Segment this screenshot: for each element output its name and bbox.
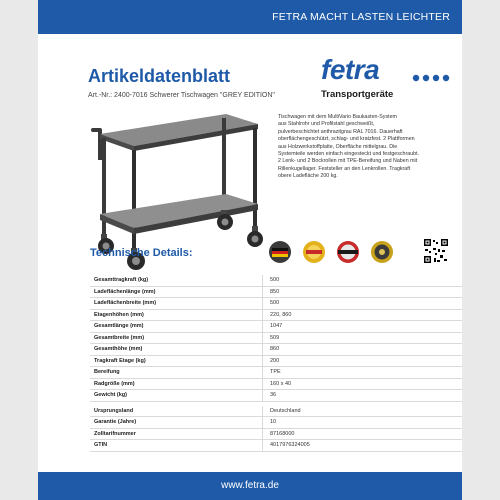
- description-line: obere Ladefläche 200 kg.: [278, 173, 338, 180]
- spec-row: [90, 417, 462, 429]
- spec-label: Tragkraft Etage (kg): [94, 357, 146, 364]
- spec-label: Radgröße (mm): [94, 380, 135, 387]
- spec-value: 200: [270, 357, 280, 364]
- header-slogan: FETRA MACHT LASTEN LEICHTER: [272, 11, 450, 23]
- spec-value: 860: [270, 346, 280, 352]
- spec-value: 36: [270, 392, 277, 398]
- spec-row: [90, 356, 462, 368]
- spec-label: Bereifung: [94, 369, 120, 375]
- spec-row: [90, 298, 462, 310]
- description-line: Rillenkugellager. Feststeller an den Lenkrollen. Tragkraft: [278, 165, 411, 172]
- spec-value: 850: [270, 288, 280, 295]
- spec-row: [90, 367, 462, 379]
- spec-label: Gesamtbreite (mm): [94, 334, 145, 341]
- logo-dots-icon: [412, 74, 452, 82]
- spec-row: [90, 287, 462, 299]
- header-bar: [38, 0, 462, 34]
- spec-value: 500: [270, 300, 280, 306]
- totalstop-badge: [337, 241, 359, 263]
- spec-value: 500: [270, 277, 280, 283]
- spec-label: Garantie (Jahre): [94, 419, 137, 425]
- spec-value: 160 x 40: [270, 380, 292, 387]
- description-line: Systemteile werden einfach eingesteckt und festgeschraubt.: [278, 151, 420, 158]
- datasheet-page: [38, 0, 462, 500]
- spec-value: Deutschland: [270, 407, 301, 414]
- article-number: Art.-Nr.: 2400-7016 Schwerer Tischwagen "GREY EDITION": [88, 92, 275, 99]
- spec-value: 220, 860: [270, 311, 292, 318]
- fetra-logo: fetra: [321, 54, 380, 85]
- description-line: aus Stahlrohr und Profilstahl geschweißt,: [278, 121, 375, 128]
- spec-label: Ursprungsland: [94, 407, 134, 414]
- spec-value: 1047: [270, 323, 283, 329]
- description-line: oberflächengeschützt, schlag- und kratzfest. 2 Plattformen: [278, 136, 415, 143]
- made-in-germany-badge: [269, 241, 291, 263]
- spec-label: Ladeflächenlänge (mm): [94, 288, 156, 295]
- spec-label: Gesamthöhe (mm): [94, 346, 143, 352]
- spec-row: [90, 333, 462, 345]
- spec-label: Etagenhöhen (mm): [94, 311, 144, 318]
- spec-row: [90, 321, 462, 333]
- spec-value: 4017976324005: [270, 442, 310, 448]
- page-title: Artikeldatenblatt: [88, 66, 231, 86]
- spec-row: [90, 429, 462, 441]
- spec-value: 509: [270, 334, 280, 341]
- description-line: 2 Lenk- und 2 Bockrollen mit TPE-Bereifung und Naben mit: [278, 158, 418, 165]
- description-line: pulverbeschichtet anthrazitgrau RAL 7016. Dauerhaft: [278, 128, 403, 135]
- spec-label: Gewicht (kg): [94, 392, 128, 398]
- spec-row: [90, 310, 462, 322]
- spec-row: [90, 406, 462, 418]
- spec-row: [90, 440, 462, 452]
- 10-jahre-garantie-badge: [303, 241, 325, 263]
- quality-badges: [266, 240, 416, 264]
- description-line: Tischwagen mit dem MultiVario Baukasten-System: [278, 114, 397, 120]
- spec-row: [90, 379, 462, 391]
- qr-code-icon: [423, 238, 449, 264]
- footer-url-link[interactable]: www.fetra.de: [221, 480, 279, 491]
- rfk-badge: [371, 241, 393, 263]
- spec-value: 87168000: [270, 430, 295, 437]
- spec-row: [90, 344, 462, 356]
- footer-bar: [38, 472, 462, 500]
- spec-row: [90, 275, 462, 287]
- spec-value: TPE: [270, 369, 281, 375]
- spec-label: GTIN: [94, 442, 108, 448]
- section-title: Technische Details:: [90, 247, 193, 259]
- spec-row: [90, 390, 462, 402]
- spec-label: Gesamtlänge (mm): [94, 323, 144, 329]
- spec-table: [90, 275, 462, 452]
- spec-label: Ladeflächenbreite (mm): [94, 300, 157, 306]
- logo-tagline: Transportgeräte: [321, 89, 394, 100]
- product-description: [278, 114, 453, 181]
- spec-label: Gesamttragkraft (kg): [94, 277, 149, 283]
- description-line: aus Holzwerkstoffplatte, Oberfläche mittelgrau. Die: [278, 143, 398, 150]
- spec-value: 10: [270, 419, 277, 425]
- spec-label: Zolltarifnummer: [94, 430, 136, 437]
